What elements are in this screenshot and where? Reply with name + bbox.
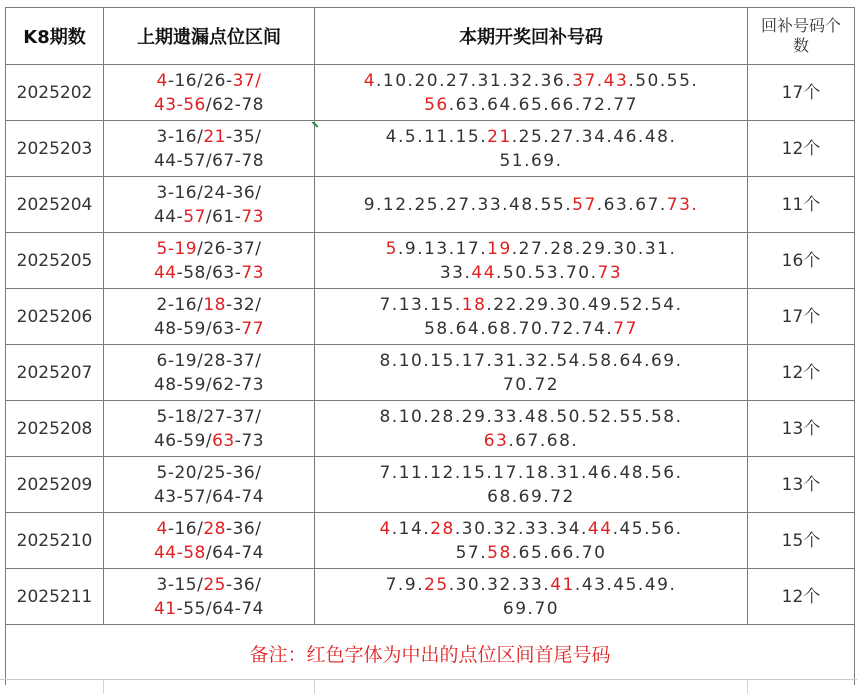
number-text: .50.55. [628, 70, 699, 91]
number-text: .30.32.33.34. [454, 518, 588, 539]
cell-line [104, 69, 314, 93]
cell-line [315, 93, 747, 117]
highlighted-number: 28 [430, 518, 455, 539]
cell-line [315, 149, 747, 173]
cell-line [104, 205, 314, 229]
number-text: 5-18/27-37/ [156, 406, 262, 427]
table-row [6, 289, 855, 345]
cell-line [104, 237, 314, 261]
cell-line [104, 261, 314, 285]
highlighted-number: 18 [461, 294, 487, 315]
number-text: -36/ [225, 574, 262, 595]
range-cell[interactable] [104, 177, 315, 233]
cell-line [104, 349, 314, 373]
table-row [6, 457, 855, 513]
period-cell[interactable]: 2025211 [6, 569, 104, 625]
number-text: .43.45.49. [574, 574, 677, 595]
count-cell[interactable]: 12个 [748, 569, 855, 625]
number-text: .14. [391, 518, 431, 539]
numbers-cell[interactable] [315, 289, 748, 345]
cell-line [315, 237, 747, 261]
period-cell[interactable]: 2025206 [6, 289, 104, 345]
number-text: 8.10.15.17.31.32.54.58.64.69. [379, 350, 683, 371]
cell-line [104, 125, 314, 149]
highlighted-number: 63 [483, 430, 509, 451]
range-cell[interactable] [104, 569, 315, 625]
cell-line [104, 517, 314, 541]
number-text: 48-59/62-73 [153, 374, 265, 395]
numbers-cell[interactable] [315, 121, 748, 177]
count-cell[interactable]: 17个 [748, 65, 855, 121]
highlighted-number: 25 [203, 574, 226, 595]
number-text: .50.53.70. [496, 262, 598, 283]
number-text: 46-59/ [153, 430, 213, 451]
number-text: -73 [234, 430, 265, 451]
highlighted-number: 73 [241, 262, 265, 283]
period-cell[interactable]: 2025208 [6, 401, 104, 457]
highlighted-number: 19 [487, 238, 512, 259]
highlighted-number: 77 [613, 318, 638, 339]
number-text: .63.64.65.66.72.77 [448, 94, 638, 115]
highlighted-number: 58 [487, 542, 512, 563]
cell-line [315, 293, 747, 317]
number-text: .25.27.34.46.48. [511, 126, 677, 147]
header-count[interactable] [748, 8, 855, 65]
cell-line [315, 597, 747, 621]
highlighted-number: 44 [153, 262, 177, 283]
header-count-text: 回补号码个数 [761, 16, 842, 55]
highlighted-number: 77 [241, 318, 265, 339]
header-range[interactable]: 上期遗漏点位区间 [104, 8, 315, 65]
number-text: /26-37/ [197, 238, 262, 259]
number-text: .65.66.70 [511, 542, 607, 563]
highlighted-number: 5-19 [156, 238, 198, 259]
number-text: 9.12.25.27.33.48.55. [363, 194, 573, 215]
cell-line [315, 517, 747, 541]
number-text: 51.69. [499, 150, 563, 171]
cell-line [104, 597, 314, 621]
number-text: 43-57/64-74 [153, 486, 265, 507]
period-cell[interactable]: 2025204 [6, 177, 104, 233]
range-cell[interactable] [104, 457, 315, 513]
number-text: 5-20/25-36/ [156, 462, 262, 483]
cell-line [104, 293, 314, 317]
numbers-cell[interactable] [315, 233, 748, 289]
count-cell[interactable]: 13个 [748, 457, 855, 513]
highlighted-number: 73. [666, 194, 699, 215]
cell-line [315, 541, 747, 565]
period-cell[interactable]: 2025205 [6, 233, 104, 289]
range-cell[interactable] [104, 401, 315, 457]
table-row [6, 233, 855, 289]
highlighted-number: 4 [156, 70, 168, 91]
table-body [6, 65, 855, 625]
table-row [6, 121, 855, 177]
highlighted-number: 41 [153, 598, 177, 619]
cell-line [315, 573, 747, 597]
note-row [6, 625, 855, 686]
number-text: -55/64-74 [176, 598, 265, 619]
numbers-cell[interactable] [315, 457, 748, 513]
number-text: 70.72 [502, 374, 560, 395]
highlighted-number: 4 [379, 518, 392, 539]
numbers-cell[interactable] [315, 569, 748, 625]
cell-line [315, 373, 747, 397]
cell-line [104, 541, 314, 565]
cell-line [315, 461, 747, 485]
number-text: .22.29.30.49.52.54. [486, 294, 683, 315]
number-text: .9.13.17. [397, 238, 488, 259]
cell-line [104, 573, 314, 597]
number-text: 44- [153, 206, 184, 227]
number-text: .27.28.29.30.31. [511, 238, 677, 259]
highlighted-number: 21 [487, 126, 512, 147]
numbers-cell[interactable] [315, 401, 748, 457]
table-row [6, 513, 855, 569]
number-text: 8.10.28.29.33.48.50.52.55.58. [379, 406, 683, 427]
numbers-cell[interactable] [315, 65, 748, 121]
number-text: 68.69.72 [487, 486, 575, 507]
highlighted-number: 21 [203, 126, 226, 147]
number-text: 7.13.15. [379, 294, 462, 315]
count-cell[interactable]: 12个 [748, 345, 855, 401]
number-text: -35/ [225, 126, 262, 147]
cell-line [315, 317, 747, 341]
number-text: 69.70 [502, 598, 560, 619]
number-text: 48-59/63- [153, 318, 242, 339]
number-text: -32/ [225, 294, 262, 315]
highlighted-number: 73 [597, 262, 623, 283]
highlighted-number: 44 [471, 262, 497, 283]
cell-line [315, 429, 747, 453]
cell-line [315, 193, 747, 217]
count-cell[interactable]: 17个 [748, 289, 855, 345]
number-text: 58.64.68.70.72.74. [424, 318, 614, 339]
highlighted-number: 25 [424, 574, 449, 595]
table-row [6, 65, 855, 121]
lottery-table [5, 7, 855, 685]
range-cell[interactable] [104, 233, 315, 289]
table-row [6, 345, 855, 401]
cell-line [315, 69, 747, 93]
number-text: .10.20.27.31.32.36. [376, 70, 573, 91]
highlighted-number: 4 [156, 518, 168, 539]
count-cell[interactable]: 15个 [748, 513, 855, 569]
table-row [6, 569, 855, 625]
number-text: 3-16/ [156, 126, 204, 147]
numbers-cell[interactable] [315, 513, 748, 569]
number-text: 7.9. [385, 574, 425, 595]
cell-line [315, 125, 747, 149]
period-cell[interactable]: 2025207 [6, 345, 104, 401]
number-text: 33. [439, 262, 472, 283]
highlighted-number: 57 [572, 194, 597, 215]
highlighted-number: 5 [385, 238, 398, 259]
number-text: 57. [455, 542, 488, 563]
highlighted-number: 73 [241, 206, 265, 227]
period-cell[interactable]: 2025209 [6, 457, 104, 513]
number-text: -16/ [167, 518, 204, 539]
header-period[interactable]: K8期数 [6, 8, 104, 65]
highlighted-number: 44 [587, 518, 613, 539]
header-row [6, 8, 855, 65]
period-cell[interactable]: 2025203 [6, 121, 104, 177]
number-text: 3-16/24-36/ [156, 182, 262, 203]
range-cell[interactable] [104, 121, 315, 177]
header-numbers[interactable]: 本期开奖回补号码 [315, 8, 748, 65]
cell-line [315, 485, 747, 509]
highlighted-number: 57 [183, 206, 206, 227]
number-text: 4.5.11.15. [385, 126, 488, 147]
cell-line [315, 261, 747, 285]
number-text: .63.67. [596, 194, 667, 215]
count-cell[interactable]: 16个 [748, 233, 855, 289]
number-text: -16/26- [167, 70, 233, 91]
number-text: .30.32.33. [448, 574, 551, 595]
cell-line [104, 149, 314, 173]
number-text: 2-16/ [156, 294, 204, 315]
number-text: 7.11.12.15.17.18.31.46.48.56. [379, 462, 683, 483]
cell-line [104, 405, 314, 429]
highlighted-number: 28 [203, 518, 226, 539]
cell-line [104, 373, 314, 397]
period-cell[interactable]: 2025210 [6, 513, 104, 569]
numbers-cell[interactable] [315, 345, 748, 401]
highlighted-number: 37.43 [572, 70, 629, 91]
highlighted-number: 4 [363, 70, 377, 91]
cell-line [315, 405, 747, 429]
highlighted-number: 44-58 [153, 542, 206, 563]
cell-line [104, 429, 314, 453]
count-cell[interactable]: 13个 [748, 401, 855, 457]
number-text: 44-57/67-78 [153, 150, 265, 171]
number-text: 3-15/ [156, 574, 204, 595]
cell-line [104, 461, 314, 485]
period-cell[interactable]: 2025202 [6, 65, 104, 121]
number-text: 6-19/28-37/ [156, 350, 262, 371]
table-row [6, 177, 855, 233]
number-text: .45.56. [612, 518, 683, 539]
cell-line [104, 317, 314, 341]
highlighted-number: 43-56 [153, 94, 206, 115]
number-text: -36/ [225, 518, 262, 539]
table-row [6, 401, 855, 457]
cell-line [104, 93, 314, 117]
highlighted-number: 18 [203, 294, 226, 315]
count-cell[interactable]: 11个 [748, 177, 855, 233]
cell-line [104, 485, 314, 509]
highlighted-number: 37/ [232, 70, 262, 91]
next-row-gridlines [0, 679, 857, 694]
range-cell[interactable] [104, 345, 315, 401]
highlighted-number: 56 [424, 94, 449, 115]
number-text: .67.68. [508, 430, 579, 451]
number-text: /62-78 [205, 94, 265, 115]
cell-line [104, 181, 314, 205]
note-cell[interactable]: 备注：红色字体为中出的点位区间首尾号码 [6, 625, 855, 686]
numbers-cell[interactable] [315, 177, 748, 233]
number-text: /61- [205, 206, 242, 227]
range-cell[interactable] [104, 65, 315, 121]
highlighted-number: 41 [550, 574, 575, 595]
number-text: -58/63- [176, 262, 242, 283]
cell-line [315, 349, 747, 373]
count-cell[interactable]: 12个 [748, 121, 855, 177]
range-cell[interactable] [104, 289, 315, 345]
range-cell[interactable] [104, 513, 315, 569]
highlighted-number: 63 [212, 430, 235, 451]
number-text: /64-74 [205, 542, 265, 563]
